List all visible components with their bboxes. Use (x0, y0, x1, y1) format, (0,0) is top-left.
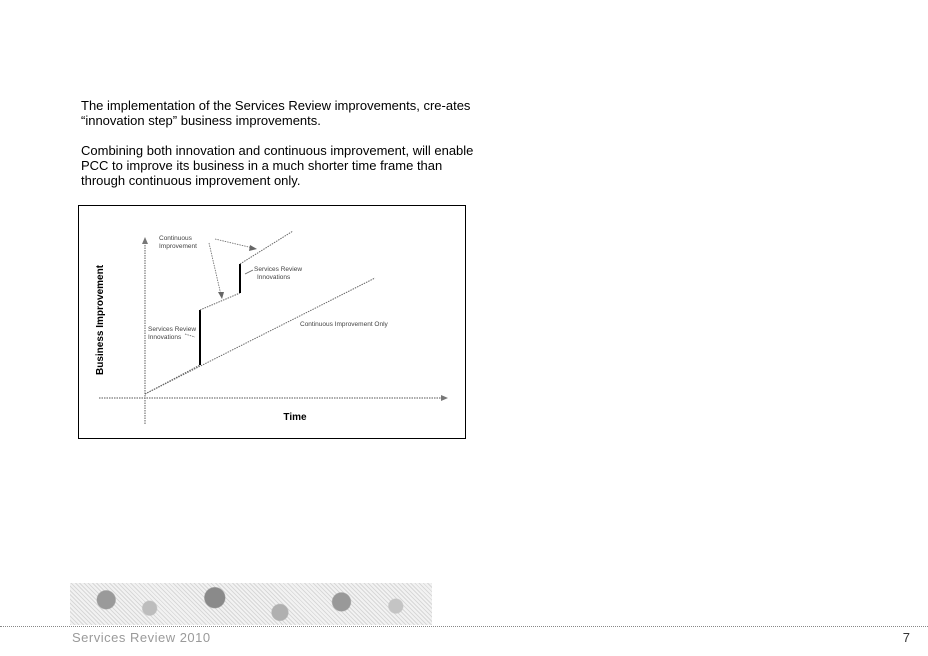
footer-divider (0, 626, 928, 627)
pointer-continuous-2 (215, 239, 253, 248)
label-continuous-only: Continuous Improvement Only (300, 321, 388, 328)
y-axis-title: Business Improvement (95, 264, 106, 376)
footer-title: Services Review 2010 (72, 630, 211, 645)
pointer-continuous-1-arrow (218, 292, 224, 299)
x-axis-title: Time (283, 412, 307, 423)
page-number: 7 (902, 630, 910, 645)
x-axis-arrow (441, 395, 448, 401)
diagram-canvas (79, 206, 467, 440)
pointer-services-lower (185, 334, 195, 337)
label-services-upper-1: Services Review (254, 266, 303, 273)
label-continuous-1: Continuous (159, 235, 192, 242)
label-continuous-2: Improvement (159, 243, 197, 250)
step-top-segment (240, 231, 293, 264)
step-start-segment (145, 365, 200, 394)
innovation-diagram (78, 205, 466, 439)
y-axis-arrow (142, 237, 148, 244)
footer-photo-strip (70, 583, 432, 625)
paragraph-innovation-step: The implementation of the Services Review improvements, cre-ates “innovation step” business improvements. (81, 98, 471, 128)
paragraph-combining: Combining both innovation and continuous improvement, will enable PCC to improve its business in a much shorter time frame than through continuous improvement only. (81, 143, 474, 188)
pointer-services-upper (245, 270, 253, 274)
pointer-continuous-1 (209, 243, 221, 295)
label-services-upper-2: Innovations (257, 274, 291, 281)
label-services-lower-1: Services Review (148, 326, 197, 333)
label-services-lower-2: Innovations (148, 334, 182, 341)
pointer-continuous-2-arrow (249, 245, 257, 251)
step-middle-segment (200, 293, 240, 310)
